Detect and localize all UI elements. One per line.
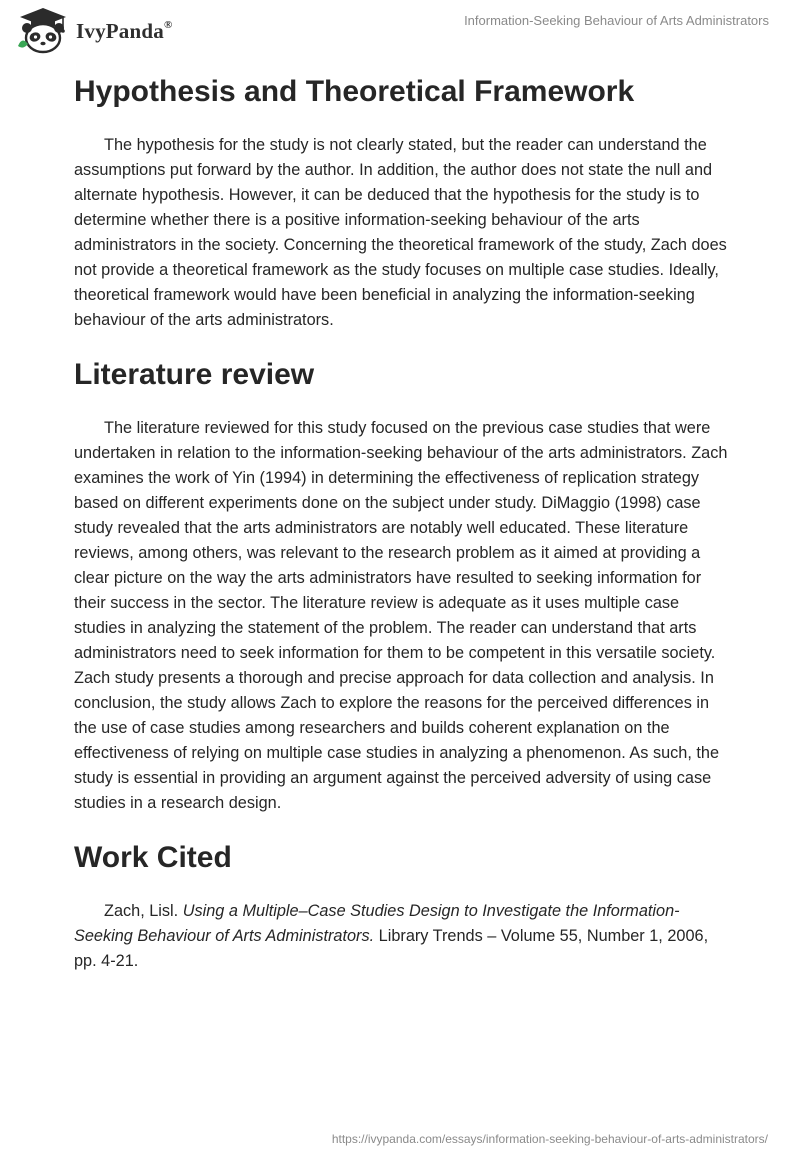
section-heading-work-cited: Work Cited — [74, 841, 232, 874]
citation-title: Using a Multiple–Case Studies Design to Investigate the Information-Seeking Behaviour of Arts Administrators. — [74, 902, 680, 945]
citation-author: Zach, Lisl. — [104, 902, 179, 920]
article-body — [74, 70, 734, 974]
document-title: Information-Seeking Behaviour of Arts Administrators — [464, 13, 769, 28]
section-heading-hypothesis: Hypothesis and Theoretical Framework — [74, 75, 635, 108]
source-url[interactable]: https://ivypanda.com/essays/information-seeking-behaviour-of-arts-administrators/ — [331, 1132, 768, 1146]
citation-source: Library Trends – Volume 55, Number 1, 2006, pp. 4-21. — [74, 927, 709, 970]
brand-logo[interactable] — [14, 6, 172, 56]
section-paragraph-hypothesis: The hypothesis for the study is not clearly stated, but the reader can understand the assumptions put forward by the author. In addition, the author does not state the null and alternate hypothesis. However, it can be deduced that the hypothesis for the study is to determine whether there is a positive information-seeking behaviour of the arts administrators in the society. Concerning the theoretical framework of the study, Zach does not provide a theoretical framework as the study focuses on multiple case studies. Ideally, theoretical framework would have been beneficial in analyzing the information-seeking behaviour of the arts administrators. — [74, 136, 727, 329]
page-header — [0, 0, 800, 64]
brand-name-text: IvyPanda — [76, 18, 164, 43]
section-paragraph-literature-review: The literature reviewed for this study focused on the previous case studies that were undertaken in relation to the information-seeking behaviour of the arts administrators. Zach examines the work of Yin (1994) in determining the effectiveness of replication strategy based on different experiments done on the subject under study. DiMaggio (1998) case study revealed that the arts administrators are notably well educated. These literature reviews, among others, was relevant to the research problem as it aimed at providing a clear picture on the way the arts administrators have resulted to seeking information for their success in the sector. The literature review is adequate as it uses multiple case studies in analyzing the statement of the problem. The reader can understand that arts administrators need to seek information for them to be competent in this versatile society. Zach study presents a thorough and precise approach for data collection and analysis. In conclusion, the study allows Zach to explore the reasons for the perceived differences in the use of case studies among researchers and builds coherent explanation on the effectiveness of relying on multiple case studies in analyzing a phenomenon. As such, the study is essential in providing an argument against the perceived adversity of using case studies in a research design. — [74, 419, 728, 812]
section-heading-literature-review: Literature review — [74, 358, 315, 391]
citation-entry — [74, 899, 734, 974]
panda-graduate-icon — [14, 6, 72, 56]
registered-mark: ® — [163, 18, 173, 31]
brand-name — [76, 19, 172, 44]
